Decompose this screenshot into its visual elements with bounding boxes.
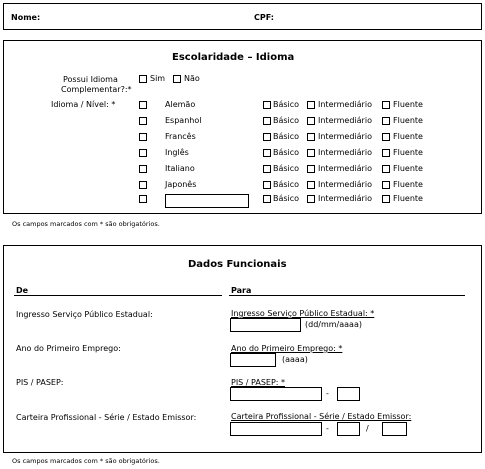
other-basico-label: Básico [273, 194, 300, 203]
escolaridade-footnote: Os campos marcados com * são obrigatórios. [12, 220, 160, 228]
fluente-label: Fluente [393, 148, 423, 157]
de-header-rule [14, 295, 222, 296]
other-fluente-label: Fluente [393, 194, 423, 203]
intermediario-checkbox[interactable] [307, 101, 315, 109]
cpf-label: CPF: [254, 13, 274, 22]
escolaridade-title: Escolaridade – Idioma [172, 52, 295, 63]
language-checkbox[interactable] [139, 165, 147, 173]
intermediario-label: Intermediário [318, 180, 372, 189]
basico-label: Básico [273, 148, 300, 157]
basico-checkbox[interactable] [263, 149, 271, 157]
basico-checkbox[interactable] [263, 101, 271, 109]
possui-sim-checkbox[interactable] [139, 75, 147, 83]
right-ingresso-label: Ingresso Serviço Público Estadual: * [231, 309, 375, 318]
de-header: De [16, 286, 29, 295]
fluente-checkbox[interactable] [382, 101, 390, 109]
fluente-checkbox[interactable] [382, 149, 390, 157]
sim-label: Sim [150, 74, 166, 83]
possui-nao-checkbox[interactable] [173, 75, 181, 83]
left-carteira-label: Carteira Profissional - Série / Estado Emissor: [16, 413, 197, 422]
intermediario-checkbox[interactable] [307, 133, 315, 141]
fluente-checkbox[interactable] [382, 117, 390, 125]
intermediario-checkbox[interactable] [307, 149, 315, 157]
language-label: Italiano [165, 164, 195, 173]
nome-label: Nome: [11, 13, 41, 22]
ctps-serie-input[interactable] [337, 422, 360, 436]
basico-label: Básico [273, 180, 300, 189]
intermediario-checkbox[interactable] [307, 117, 315, 125]
fluente-label: Fluente [393, 132, 423, 141]
ctps-slash: / [366, 424, 369, 433]
basico-label: Básico [273, 100, 300, 109]
fluente-checkbox[interactable] [382, 165, 390, 173]
intermediario-label: Intermediário [318, 116, 372, 125]
primeiro-hint: (aaaa) [282, 355, 308, 364]
basico-checkbox[interactable] [263, 165, 271, 173]
intermediario-checkbox[interactable] [307, 165, 315, 173]
ingresso-hint: (dd/mm/aaaa) [305, 320, 362, 329]
intermediario-label: Intermediário [318, 100, 372, 109]
para-header: Para [231, 286, 252, 295]
ctps-dash: - [326, 424, 329, 433]
intermediario-label: Intermediário [318, 148, 372, 157]
language-label: Espanhol [165, 116, 202, 125]
basico-label: Básico [273, 116, 300, 125]
basico-label: Básico [273, 132, 300, 141]
basico-checkbox[interactable] [263, 117, 271, 125]
language-label: Alemão [165, 100, 196, 109]
other-language-checkbox[interactable] [139, 195, 147, 203]
other-intermediario-checkbox[interactable] [307, 195, 315, 203]
funcionais-footnote: Os campos marcados com * são obrigatórios. [12, 457, 160, 465]
language-checkbox[interactable] [139, 181, 147, 189]
left-pis-label: PIS / PASEP: [16, 378, 64, 387]
basico-checkbox[interactable] [263, 133, 271, 141]
intermediario-label: Intermediário [318, 164, 372, 173]
language-label: Inglês [165, 148, 189, 157]
other-intermediario-label: Intermediário [318, 194, 372, 203]
language-checkbox[interactable] [139, 133, 147, 141]
nao-label: Não [184, 74, 200, 83]
other-basico-checkbox[interactable] [263, 195, 271, 203]
other-fluente-checkbox[interactable] [382, 195, 390, 203]
pis-dash: - [326, 389, 329, 398]
intermediario-label: Intermediário [318, 132, 372, 141]
intermediario-checkbox[interactable] [307, 181, 315, 189]
pis-input[interactable] [230, 387, 322, 401]
possui-idioma-label-2: Complementar?:* [61, 85, 132, 94]
language-label: Japonês [165, 180, 197, 189]
fluente-label: Fluente [393, 180, 423, 189]
fluente-checkbox[interactable] [382, 181, 390, 189]
language-checkbox[interactable] [139, 149, 147, 157]
fluente-label: Fluente [393, 164, 423, 173]
fluente-label: Fluente [393, 116, 423, 125]
ctps-number-input[interactable] [230, 422, 322, 436]
pis-dv-input[interactable] [337, 387, 360, 401]
basico-checkbox[interactable] [263, 181, 271, 189]
left-ingresso-label: Ingresso Serviço Público Estadual: [16, 310, 153, 319]
para-header-rule [229, 295, 465, 296]
ingresso-date-input[interactable] [230, 318, 301, 332]
language-checkbox[interactable] [139, 117, 147, 125]
right-carteira-label: Carteira Profissional - Série / Estado Emissor: [231, 412, 412, 421]
other-language-input[interactable] [165, 194, 249, 208]
right-pis-label: PIS / PASEP: * [231, 378, 286, 387]
fluente-checkbox[interactable] [382, 133, 390, 141]
left-primeiro-label: Ano do Primeiro Emprego: [16, 344, 121, 353]
funcionais-title: Dados Funcionais [188, 259, 287, 270]
header-box [3, 3, 482, 30]
possui-idioma-label: Possui Idioma [63, 75, 118, 84]
fluente-label: Fluente [393, 100, 423, 109]
primeiro-emprego-input[interactable] [230, 353, 276, 367]
language-label: Francês [165, 132, 196, 141]
right-primeiro-label: Ano do Primeiro Emprego: * [231, 344, 343, 353]
language-checkbox[interactable] [139, 101, 147, 109]
basico-label: Básico [273, 164, 300, 173]
ctps-uf-input[interactable] [382, 422, 407, 436]
idioma-nivel-label: Idioma / Nível: * [51, 100, 116, 109]
